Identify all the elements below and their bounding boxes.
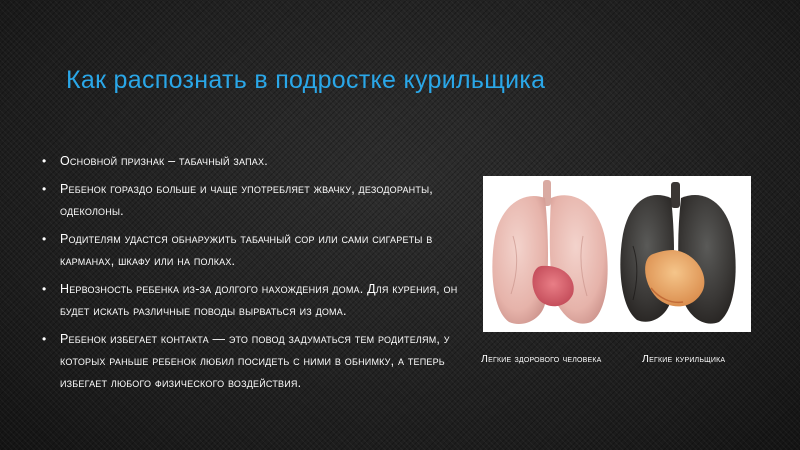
slide-title: Как распознать в подростке курильщика: [66, 66, 546, 94]
smoker-lungs: [620, 182, 735, 324]
healthy-lungs-caption: Легкие здорового человека: [481, 353, 602, 365]
bullet-item: • Ребенок избегает контакта — это повод задуматься тем родителям, у которых раньше ребенок любил посидеть с ними в обнимку, а теперь избегает любого физического воздействия.: [40, 328, 468, 394]
bullet-list: [40, 150, 468, 400]
lungs-comparison-image: [483, 176, 751, 332]
healthy-lungs: [492, 180, 607, 324]
bullet-item: • Нервозность ребенка из-за долгого нахождения дома. Для курения, он будет искать различные поводы вырваться из дома.: [40, 278, 468, 322]
smoker-lungs-caption: Легкие курильщика: [642, 353, 726, 365]
bullet-item: • Ребенок гораздо больше и чаще употребляет жвачку, дезодоранты, одеколоны.: [40, 178, 468, 222]
bullet-item: • Родителям удастся обнаружить табачный сор или сами сигареты в карманах, шкафу или на полках.: [40, 228, 468, 272]
bullet-item: • Основной признак – табачный запах.: [40, 150, 468, 172]
